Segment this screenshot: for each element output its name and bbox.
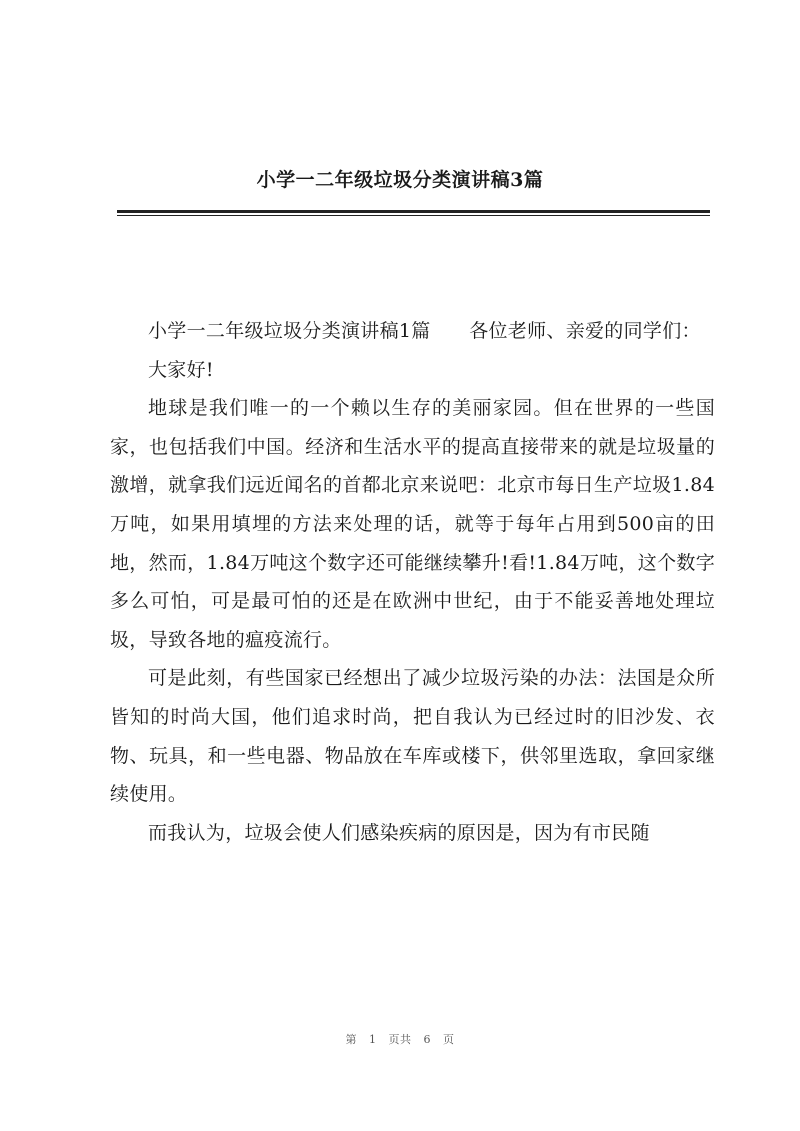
footer-middle: 页共	[388, 1033, 412, 1046]
body-paragraph-1: 小学一二年级垃圾分类演讲稿1篇 各位老师、亲爱的同学们：	[148, 320, 701, 342]
title-divider	[117, 210, 710, 213]
document-body	[110, 312, 715, 852]
footer-suffix: 页	[443, 1033, 455, 1046]
document-title: 小学一二年级垃圾分类演讲稿3篇	[256, 169, 544, 191]
body-paragraph-4: 可是此刻，有些国家已经想出了减少垃圾污染的办法：法国是众所皆知的时尚大国，他们追求时尚，把自我认为已经过时的旧沙发、衣物、玩具，和一些电器、物品放在车库或楼下，供邻里选取，拿回家继续使用。	[110, 667, 715, 806]
footer-prefix: 第	[345, 1033, 357, 1046]
page-footer	[0, 1031, 800, 1047]
footer-total-pages: 6	[423, 1033, 431, 1046]
body-paragraph-5: 而我认为，垃圾会使人们感染疾病的原因是，因为有市民随	[148, 821, 650, 844]
body-paragraph-3: 地球是我们唯一的一个赖以生存的美丽家园。但在世界的一些国家，也包括我们中国。经济和生活水平的提高直接带来的就是垃圾量的激增，就拿我们远近闻名的首都北京来说吧：北京市每日生产垃圾1.84万吨，如果用填埋的方法来处理的话，就等于每年占用到500亩的田地，然而，1.84万吨这个数字还可能继续攀升!看!1.84万吨，这个数字多么可怕，可是最可怕的还是在欧洲中世纪，由于不能妥善地处理垃圾，导致各地的瘟疫流行。	[110, 397, 715, 651]
footer-page-number: 1	[369, 1033, 377, 1046]
body-paragraph-2: 大家好!	[148, 358, 214, 381]
